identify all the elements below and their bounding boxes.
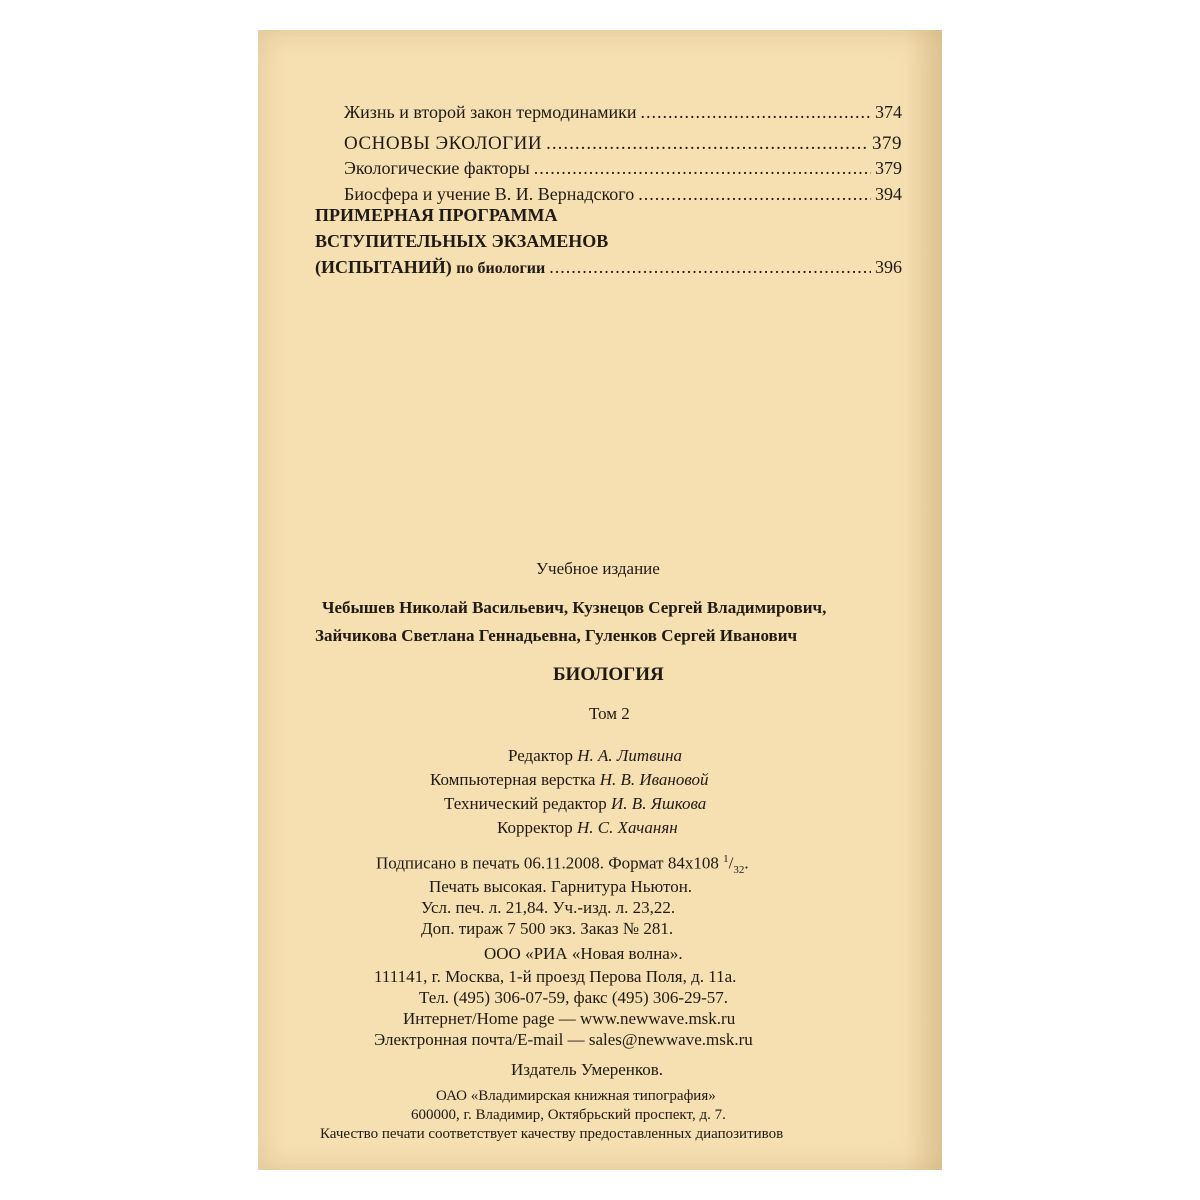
program-title-line3: (ИСПЫТАНИЙ) по биологии: [315, 257, 546, 277]
editor-credit: Редактор Н. А. Литвина: [508, 746, 683, 765]
toc-leader-dots: [546, 133, 868, 155]
tech-editor-credit: Технический редактор И. В. Яшкова: [444, 794, 707, 813]
toc-label: Жизнь и второй закон термодинамики: [344, 102, 637, 122]
toc-page-number: 379: [875, 158, 902, 178]
toc-section-heading: ОСНОВЫ ЭКОЛОГИИ: [344, 133, 543, 154]
volume-number: Том 2: [589, 704, 630, 723]
printing-house-address: 600000, г. Владимир, Октябрьский проспект, д. 7.: [411, 1107, 726, 1123]
toc-label: Экологические факторы: [344, 158, 530, 178]
print-type: Печать высокая. Гарнитура Ньютон.: [429, 877, 693, 896]
print-quality-note: Качество печати соответствует качеству предоставленных диапозитивов: [320, 1126, 784, 1142]
publisher-person: Издатель Умеренков.: [511, 1060, 664, 1079]
print-run: Доп. тираж 7 500 экз. Заказ № 281.: [421, 919, 674, 938]
toc-entry: [344, 184, 902, 205]
toc-leader-dots: [534, 158, 871, 179]
printing-house: ОАО «Владимирская книжная типография»: [436, 1088, 716, 1104]
print-sheets: Усл. печ. л. 21,84. Уч.-изд. л. 23,22.: [421, 898, 676, 917]
toc-leader-dots: [638, 184, 871, 205]
toc-leader-dots: [549, 257, 871, 278]
toc-page-number: 374: [875, 102, 902, 122]
toc-entry: [344, 102, 902, 123]
program-title-line2: ВСТУПИТЕЛЬНЫХ ЭКЗАМЕНОВ: [315, 231, 609, 251]
program-title-line1: ПРИМЕРНАЯ ПРОГРАММА: [315, 205, 558, 225]
book-page: [258, 30, 942, 1170]
publisher-address: 111141, г. Москва, 1-й проезд Перова Поля, д. 11а.: [374, 967, 737, 986]
toc-page-number: 379: [872, 133, 902, 154]
toc-page-number: 396: [875, 257, 902, 277]
signed-to-print: Подписано в печать 06.11.2008. Формат 84x108 $^1/_{32}$.: [376, 853, 749, 877]
authors-line-2: Зайчикова Светлана Геннадьевна, Гуленков Сергей Иванович: [315, 626, 798, 645]
edition-type: Учебное издание: [536, 559, 660, 578]
toc-entry: [344, 158, 902, 179]
authors-line-1: Чебышев Николай Васильевич, Кузнецов Сергей Владимирович,: [322, 598, 827, 617]
book-title: БИОЛОГИЯ: [553, 664, 664, 685]
publisher-name: ООО «РИА «Новая волна».: [484, 944, 683, 963]
layout-credit: Компьютерная верстка Н. В. Ивановой: [430, 770, 709, 789]
publisher-phone: Тел. (495) 306-07-59, факс (495) 306-29-57.: [419, 988, 728, 1007]
publisher-email: Электронная почта/E-mail — sales@newwave.msk.ru: [374, 1030, 753, 1049]
toc-leader-dots: [641, 102, 872, 123]
publisher-website: Интернет/Home page — www.newwave.msk.ru: [403, 1009, 736, 1028]
toc-entry: [344, 133, 902, 155]
toc-page-number: 394: [875, 184, 902, 204]
proofreader-credit: Корректор Н. С. Хачанян: [497, 818, 678, 837]
toc-label: Биосфера и учение В. И. Вернадского: [344, 184, 635, 204]
toc-entry-program: [315, 257, 902, 278]
